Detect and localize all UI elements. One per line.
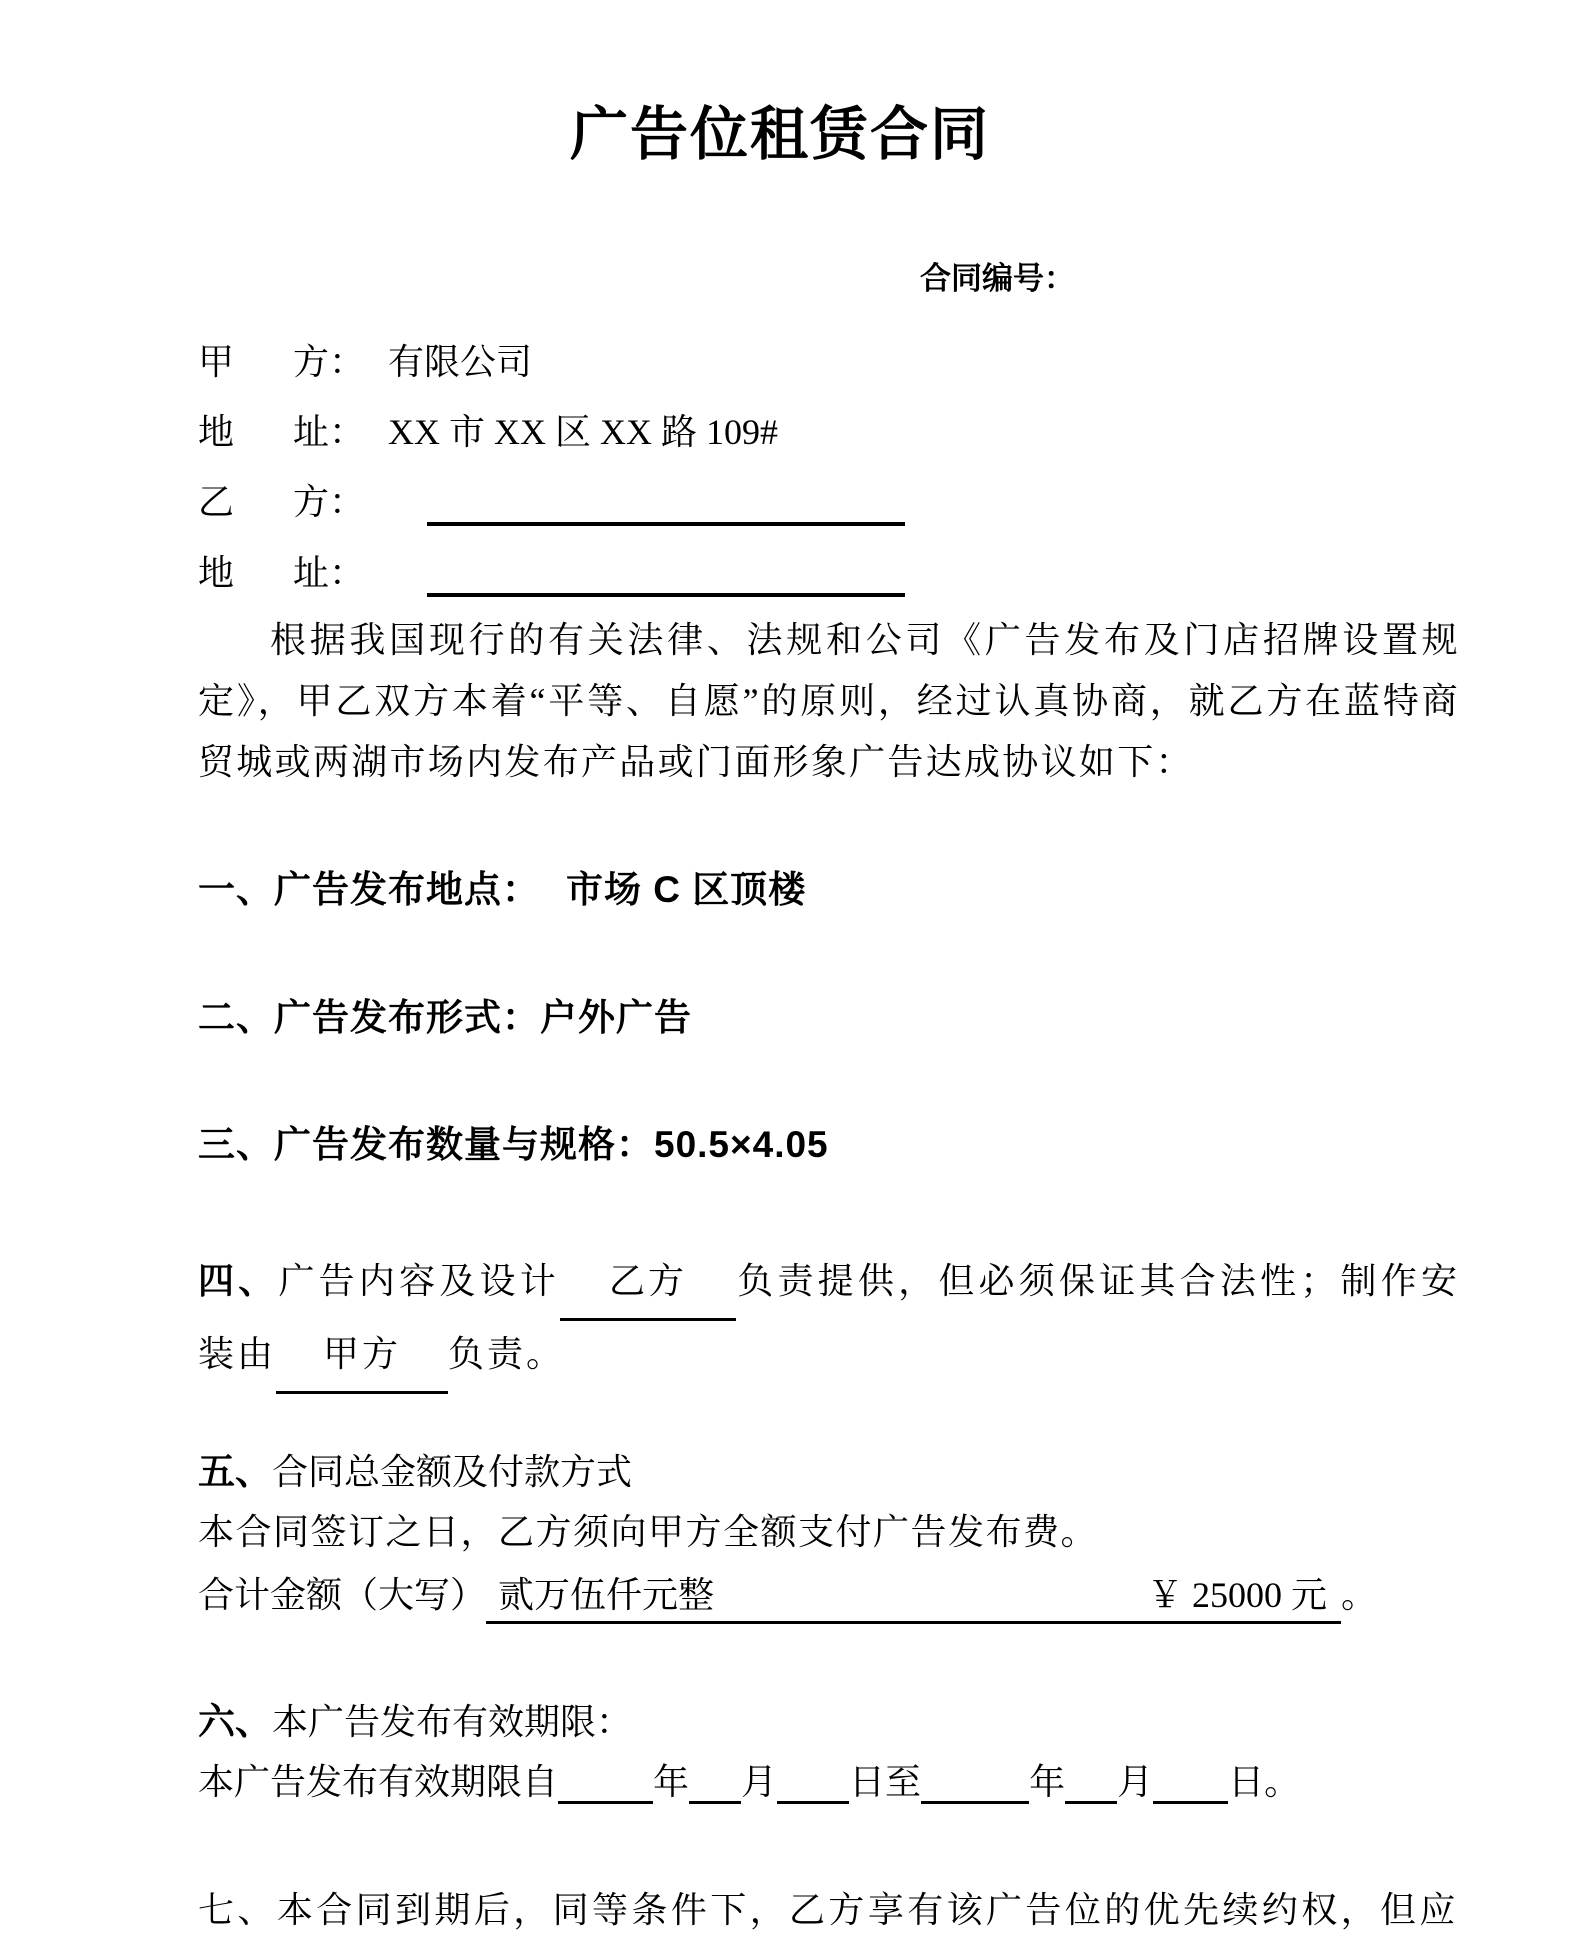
section-2-value: 户外广告	[540, 997, 692, 1038]
section-4-lead: 广告内容及设计	[278, 1261, 560, 1301]
section-4-fill-party-b: 乙方	[560, 1248, 736, 1321]
section-2-number: 二、	[198, 997, 274, 1038]
section-7-text: 本合同到期后，同等条件下，乙方享有该广告位的优先续约权，但应	[276, 1890, 1459, 1930]
party-b-fill-in-blank	[427, 522, 905, 526]
amount-fill-line	[486, 1573, 1341, 1624]
section-3-value: 50.5×4.05	[654, 1124, 829, 1165]
year-blank-2	[921, 1795, 1029, 1804]
section-4-number: 四、	[198, 1261, 279, 1301]
party-a-value: 有限公司	[388, 342, 533, 382]
party-a-address-row	[198, 410, 778, 454]
section-6-heading-row	[198, 1700, 632, 1744]
year-label-1: 年	[653, 1762, 690, 1802]
section-5-heading: 合同总金额及付款方式	[272, 1452, 633, 1492]
month-blank-2	[1065, 1795, 1117, 1804]
amount-in-figures: ￥ 25000 元	[1147, 1575, 1328, 1615]
year-blank-1	[558, 1795, 653, 1804]
validity-lead: 本广告发布有效期限自	[198, 1762, 559, 1802]
day-label-1: 日至	[849, 1762, 922, 1802]
section-1-ad-location	[198, 868, 806, 912]
section-4-tail: 负责。	[448, 1334, 566, 1374]
section-5-amount-row	[198, 1573, 1377, 1624]
year-label-2: 年	[1029, 1762, 1066, 1802]
section-4-content-design	[198, 1248, 1460, 1394]
section-1-label: 广告发布地点：	[274, 869, 540, 910]
section-3-number: 三、	[198, 1124, 274, 1165]
amount-label: 合计金额（大写）	[198, 1575, 487, 1615]
month-label-1: 月	[741, 1762, 778, 1802]
party-a-label: 甲 方：	[198, 342, 365, 382]
section-5-number: 五、	[198, 1451, 272, 1492]
day-blank-1	[777, 1795, 849, 1804]
month-label-2: 月	[1117, 1762, 1154, 1802]
day-label-2: 日。	[1228, 1762, 1301, 1802]
section-1-value: 市场 C 区顶楼	[566, 869, 807, 910]
amount-in-words: 贰万伍仟元整	[498, 1575, 715, 1615]
section-6-heading: 本广告发布有效期限：	[272, 1702, 633, 1742]
preamble-paragraph: 根据我国现行的有关法律、法规和公司《广告发布及门店招牌设置规定》，甲乙双方本着“平等、自愿”的原则，经过认真协商，就乙方在蓝特商贸城或两湖市场内发布产品或门面形象广告达成协议如下：	[198, 620, 1460, 782]
section-4-fill-party-a: 甲方	[276, 1321, 448, 1394]
party-b-address-fill-in-blank	[427, 593, 905, 597]
contract-number-label: 合同编号：	[920, 261, 1075, 296]
section-5-heading-row	[198, 1450, 632, 1494]
section-3-label: 广告发布数量与规格：	[274, 1124, 654, 1165]
section-1-number: 一、	[198, 869, 274, 910]
section-3-ad-quantity-spec	[198, 1123, 829, 1167]
month-blank-1	[689, 1795, 741, 1804]
party-a-address-value: XX 市 XX 区 XX 路 109#	[388, 412, 778, 452]
party-b-address-row	[198, 551, 905, 597]
party-a-row	[198, 340, 532, 384]
section-4-mid: 负责提供，但必须保证其合法性；制作安装由	[198, 1261, 1460, 1374]
party-b-row	[198, 480, 905, 526]
section-5-payment-line: 本合同签订之日，乙方须向甲方全额支付广告发布费。	[198, 1512, 1099, 1552]
section-2-ad-format	[198, 996, 692, 1040]
party-b-label: 乙 方：	[198, 482, 365, 522]
section-2-label: 广告发布形式：	[274, 997, 540, 1038]
amount-period: 。	[1341, 1575, 1378, 1615]
party-a-address-label: 地 址：	[198, 412, 365, 452]
section-6-number: 六、	[198, 1701, 272, 1742]
document-title: 广告位租赁合同	[569, 102, 990, 167]
day-blank-2	[1153, 1795, 1228, 1804]
section-7-renewal-row	[198, 1888, 1459, 1932]
party-b-address-label: 地 址：	[198, 553, 365, 593]
section-6-validity-period-row	[198, 1760, 1300, 1804]
section-7-number: 七、	[198, 1890, 277, 1930]
